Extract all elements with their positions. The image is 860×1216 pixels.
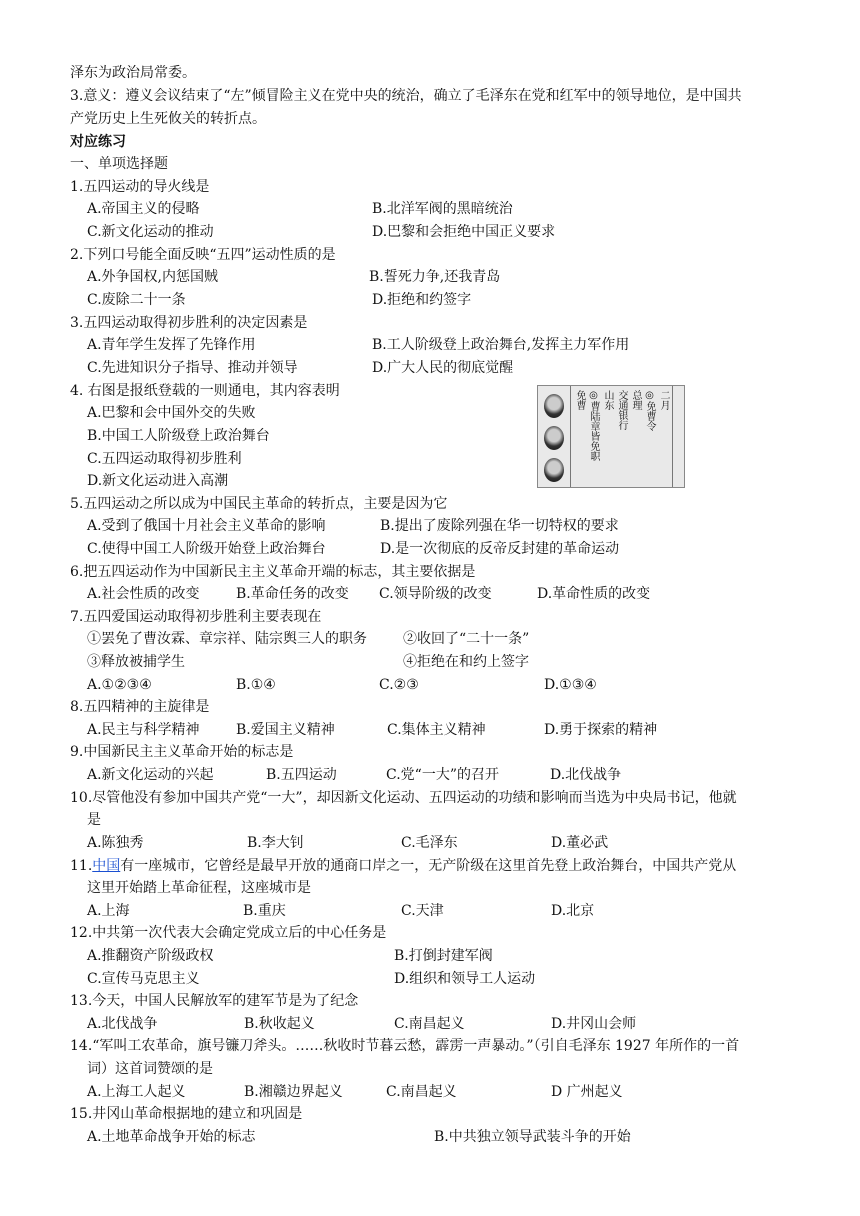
- question-stem-cont: 这里开始踏上革命征程，这座城市是: [87, 880, 311, 896]
- option-b: B.革命任务的改变: [236, 586, 349, 602]
- question-stem: 12.中共第一次代表大会确定党成立后的中心任务是: [70, 925, 387, 941]
- option-d: D.北京: [551, 903, 595, 919]
- option-b: B.工人阶级登上政治舞台,发挥主力军作用: [372, 337, 630, 353]
- question-stem: 14.“军叫工农革命，旗号镰刀斧头。……秋收时节暮云愁，霹雳一声暴动。”（引自毛泽东 1927 年所作的一首: [70, 1038, 740, 1054]
- option-d: D.勇于探索的精神: [544, 722, 658, 738]
- option-a: A.新文化运动的兴起: [87, 767, 214, 783]
- option-b: B.①④: [236, 677, 276, 693]
- question-stem: 9.中国新民主主义革命开始的标志是: [70, 744, 294, 760]
- option-d: D.董必武: [551, 835, 609, 851]
- option-d: D.拒绝和约签字: [372, 292, 472, 308]
- option-c: C.党“一大”的召开: [386, 767, 499, 783]
- option-b: B.湘赣边界起义: [244, 1084, 343, 1100]
- option-d: D.是一次彻底的反帝反封建的革命运动: [380, 541, 620, 557]
- statement-3: ③释放被捕学生: [87, 654, 185, 670]
- option-c: C.天津: [401, 903, 444, 919]
- option-b: B.重庆: [243, 903, 286, 919]
- option-b: B.提出了废除列强在华一切特权的要求: [380, 518, 619, 534]
- option-a: A.上海: [87, 903, 130, 919]
- image-text: ◎曹陆章皆免职: [588, 390, 599, 461]
- option-a: A.巴黎和会中国外交的失败: [87, 405, 256, 421]
- option-d: D.北伐战争: [550, 767, 622, 783]
- question-stem: 3.五四运动取得初步胜利的决定因素是: [70, 315, 308, 331]
- option-b: B.五四运动: [266, 767, 337, 783]
- section-title: 对应练习: [70, 134, 126, 150]
- option-d: D.①③④: [544, 677, 597, 693]
- question-stem: 6.把五四运动作为中国新民主主义革命开端的标志，其主要依据是: [70, 564, 476, 580]
- intro-line: 3.意义：遵义会议结束了“左”倾冒险主义在党中央的统治，确立了毛泽东在党和红军中的领导地位，是中国共: [70, 88, 742, 104]
- option-c: C.南昌起义: [386, 1084, 457, 1100]
- option-a: A.社会性质的改变: [87, 586, 200, 602]
- option-a: A.外争国权,内惩国贼: [87, 269, 219, 285]
- option-c: C.集体主义精神: [387, 722, 486, 738]
- statement-2: ②收回了“二十一条”: [403, 631, 530, 647]
- option-b: B.李大钊: [247, 835, 304, 851]
- question-stem: 7.五四爱国运动取得初步胜利主要表现在: [70, 609, 322, 625]
- option-b: B.中共独立领导武装斗争的开始: [434, 1129, 631, 1145]
- option-d: D.广大人民的彻底觉醒: [372, 360, 514, 376]
- option-a: A.陈独秀: [87, 835, 144, 851]
- portrait-icon: [544, 394, 564, 418]
- image-text: 二月: [658, 390, 669, 410]
- option-d: D.革命性质的改变: [537, 586, 651, 602]
- option-d: D.新文化运动进入高潮: [87, 473, 229, 489]
- option-c: C.使得中国工人阶级开始登上政治舞台: [87, 541, 326, 557]
- question-stem: 8.五四精神的主旋律是: [70, 699, 210, 715]
- option-a: A.帝国主义的侵略: [87, 201, 200, 217]
- option-d: D.井冈山会师: [551, 1016, 637, 1032]
- option-b: B.爱国主义精神: [236, 722, 335, 738]
- intro-line: 产党历史上生死攸关的转折点。: [70, 111, 266, 127]
- question-stem: 15.井冈山革命根据地的建立和巩固是: [70, 1106, 303, 1122]
- option-c: C.废除二十一条: [87, 292, 186, 308]
- option-c: C.先进知识分子指导、推动并领导: [87, 360, 298, 376]
- portrait-icon: [544, 426, 564, 450]
- option-a: A.北伐战争: [87, 1016, 158, 1032]
- option-b: B.打倒封建军阀: [394, 948, 493, 964]
- option-a: A.青年学生发挥了先锋作用: [87, 337, 256, 353]
- part-title: 一、单项选择题: [70, 156, 168, 172]
- question-text: 有一座城市，它曾经是最早开放的通商口岸之一，无产阶级在这里首先登上政治舞台，中国共产党从: [120, 858, 737, 874]
- option-b: B.秋收起义: [244, 1016, 315, 1032]
- option-c: C.南昌起义: [394, 1016, 465, 1032]
- option-d: D.巴黎和会拒绝中国正义要求: [372, 224, 556, 240]
- newspaper-telegram-image: [537, 385, 685, 488]
- intro-line: 泽东为政治局常委。: [70, 65, 196, 81]
- image-text: 总理: [630, 390, 641, 410]
- option-d: D 广州起义: [551, 1084, 623, 1100]
- statement-1: ①罢免了曹汝霖、章宗祥、陆宗舆三人的职务: [87, 631, 367, 647]
- option-a: A.上海工人起义: [87, 1084, 186, 1100]
- question-stem-cont: 是: [87, 812, 101, 828]
- image-text: 山东: [602, 390, 613, 410]
- option-b: B.中国工人阶级登上政治舞台: [87, 428, 270, 444]
- option-c: C.宣传马克思主义: [87, 971, 200, 987]
- option-c: C.领导阶级的改变: [379, 586, 492, 602]
- image-text: 交通银行: [616, 390, 627, 430]
- option-c: C.毛泽东: [401, 835, 458, 851]
- question-stem-cont: 词）这首词赞颂的是: [87, 1061, 213, 1077]
- question-number: 11.: [70, 858, 93, 874]
- option-a: A.受到了俄国十月社会主义革命的影响: [87, 518, 326, 534]
- question-stem: 5.五四运动之所以成为中国民主革命的转折点，主要是因为它: [70, 496, 448, 512]
- option-b: B.誓死力争,还我青岛: [369, 269, 501, 285]
- question-stem: 10.尽管他没有参加中国共产党“一大”，却因新文化运动、五四运动的功绩和影响而当选为中央局书记，他就: [70, 790, 737, 806]
- question-stem: 1.五四运动的导火线是: [70, 179, 210, 195]
- question-stem: 4. 右图是报纸登载的一则通电，其内容表明: [70, 383, 340, 399]
- question-stem: [70, 855, 736, 877]
- option-a: A.土地革命战争开始的标志: [87, 1129, 256, 1145]
- statement-4: ④拒绝在和约上签字: [403, 654, 529, 670]
- china-link[interactable]: 中国: [92, 858, 121, 874]
- question-stem: 2.下列口号能全面反映“五四”运动性质的是: [70, 247, 336, 263]
- image-text: ◎免曹令: [644, 390, 655, 431]
- question-stem: 13.今天，中国人民解放军的建军节是为了纪念: [70, 993, 359, 1009]
- option-b: B.北洋军阀的黑暗统治: [372, 201, 513, 217]
- image-text: 免曹: [574, 390, 585, 410]
- option-d: D.组织和领导工人运动: [394, 971, 536, 987]
- option-a: A.①②③④: [87, 677, 152, 693]
- option-c: C.②③: [379, 677, 419, 693]
- option-c: C.五四运动取得初步胜利: [87, 451, 242, 467]
- option-c: C.新文化运动的推动: [87, 224, 214, 240]
- option-a: A.推翻资产阶级政权: [87, 948, 214, 964]
- portrait-icon: [544, 458, 564, 482]
- option-a: A.民主与科学精神: [87, 722, 200, 738]
